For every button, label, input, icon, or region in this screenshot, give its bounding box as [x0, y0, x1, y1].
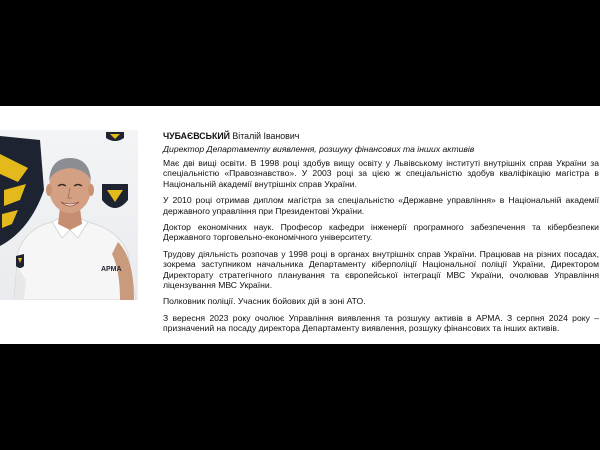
portrait-illustration	[0, 130, 138, 300]
bio-paragraph-education: Має дві вищі освіти. В 1998 році здобув вищу освіту у Львівському інституті внутрішніх справ України за спеціальністю «Правознавство». У 2003 році за цією ж спеціальністю здобув кваліфікацію магістра в Національній академії внутрішніх справ України.	[163, 158, 599, 189]
biography	[163, 130, 599, 340]
bio-paragraph-career: Трудову діяльність розпочав у 1998 році в органах внутрішніх справ України. Працював на різних посадах, зокрема заступником начальника Департаменту кіберполіції Національної поліції України, Директором Директорату стратегічного планування та європейської інтеграції МВС України, очолював Управління ліцензування МВС України.	[163, 248, 599, 291]
bio-paragraph-doctorate: Доктор економічних наук. Професор кафедри інженерії програмного забезпечення та кібербезпеки Державного торговельно-економічного університету.	[163, 222, 599, 243]
badge-text: АРМА	[101, 266, 122, 273]
person-given-names: Віталій Іванович	[232, 131, 300, 141]
bio-paragraph-masters: У 2010 році отримав диплом магістра за спеціальністю «Державне управління» в Національній академії державного управління при Президентові України.	[163, 195, 599, 216]
person-name	[163, 130, 599, 142]
portrait-photo	[0, 130, 138, 300]
person-surname: ЧУБАЄВСЬКИЙ	[163, 131, 230, 141]
bio-paragraph-current-role: З вересня 2023 року очолює Управління виявлення та розшуку активів в АРМА. З серпня 2024 року – призначений на посаду директора Департаменту виявлення, розшуку фінансових та інших активів.	[163, 312, 599, 334]
profile-slide	[0, 106, 600, 344]
person-position: Директор Департаменту виявлення, розшуку фінансових та інших активів	[163, 144, 475, 154]
emblem-top-right	[106, 132, 124, 141]
emblem-right	[102, 184, 128, 208]
bio-paragraph-rank: Полковник поліції. Учасник бойових дій в зоні АТО.	[163, 296, 366, 307]
